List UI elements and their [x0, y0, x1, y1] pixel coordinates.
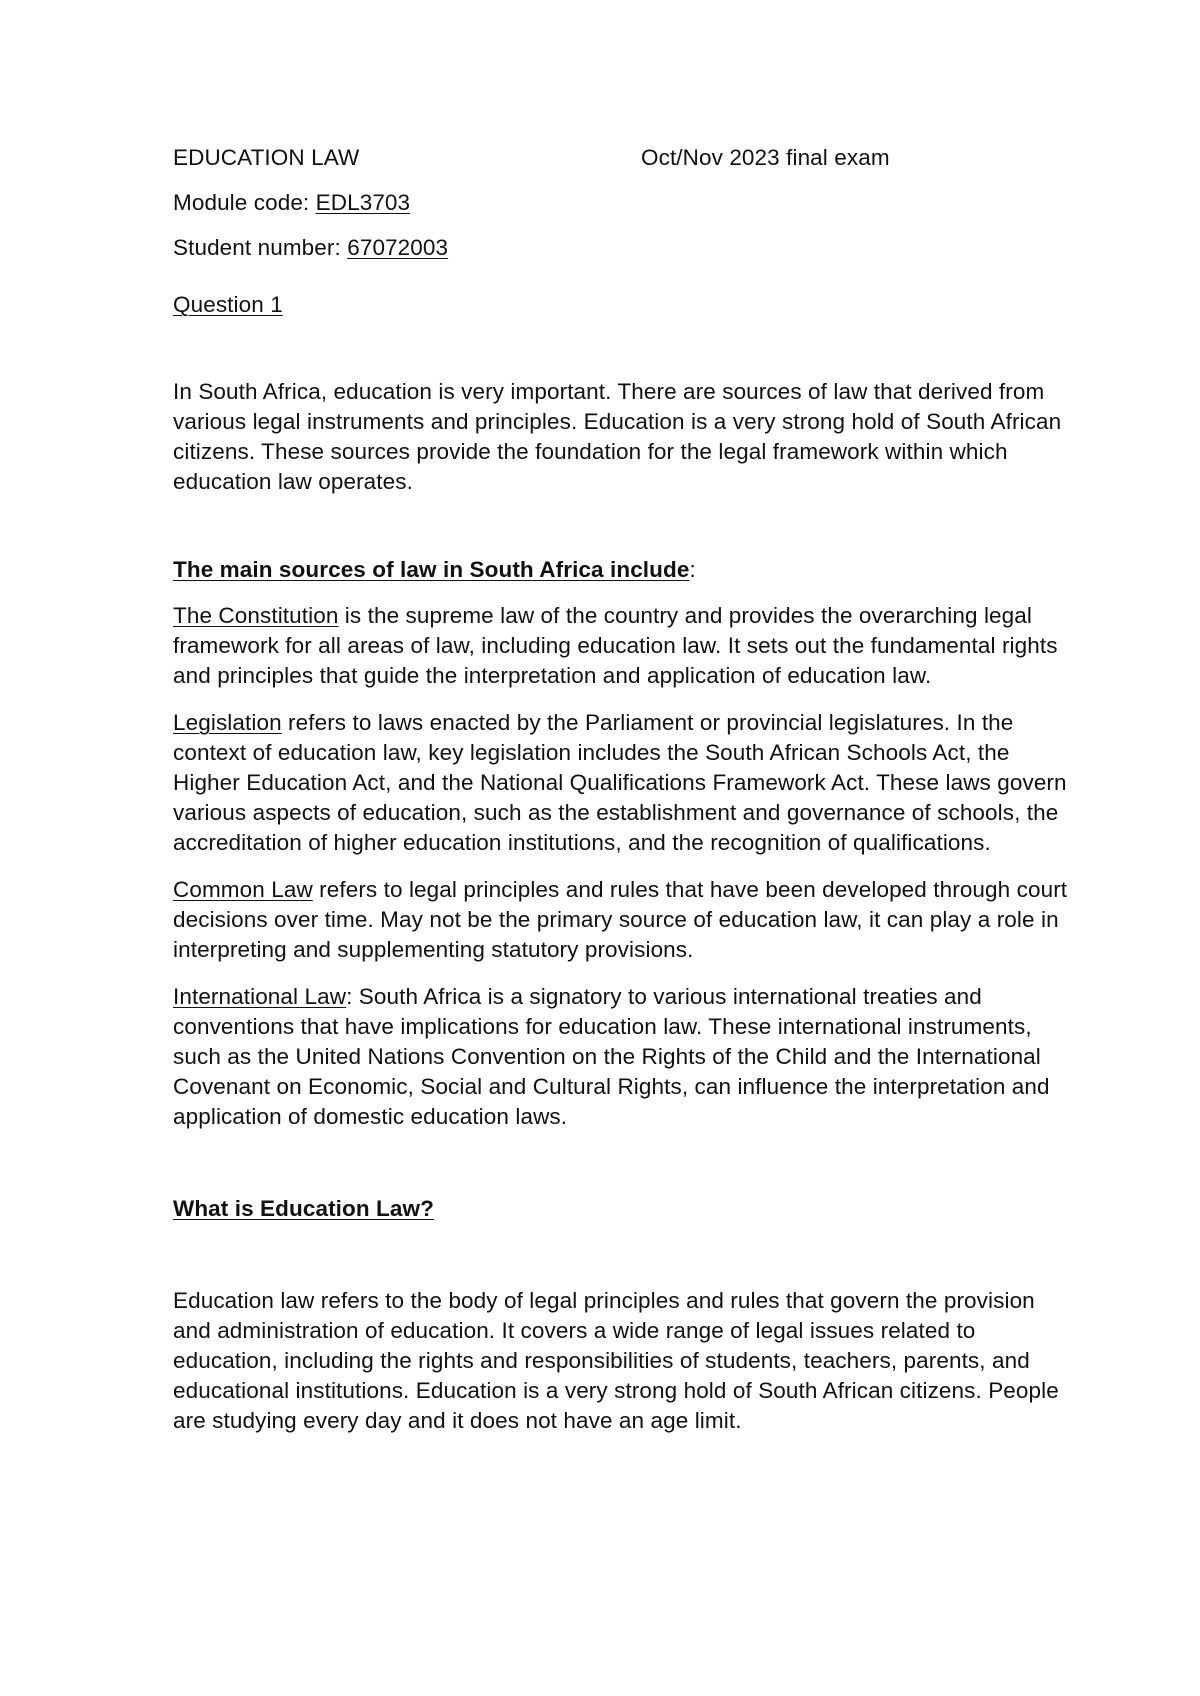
- education-law-heading-text: What is Education Law?: [173, 1196, 434, 1221]
- source-term: Common Law: [173, 877, 313, 902]
- source-term: The Constitution: [173, 603, 339, 628]
- exam-label: Oct/Nov 2023 final exam: [641, 145, 890, 170]
- source-item-legislation: [173, 708, 1073, 858]
- sources-heading-text: The main sources of law in South Africa include: [173, 557, 690, 582]
- module-code-line: [173, 188, 1073, 218]
- document-content: [173, 143, 1073, 1436]
- sources-heading: [173, 555, 1073, 585]
- source-body: is the supreme law of the country and provides the overarching legal framework for all areas of law, including education law. It sets out the fundamental rights and principles that guide the interpretation and application of education law.: [173, 603, 1058, 688]
- student-number-line: [173, 233, 1073, 263]
- question-title: [173, 290, 1073, 320]
- source-body: : South Africa is a signatory to various international treaties and conventions that have implications for education law. These international instruments, such as the United Nations Convention on the Rights of the Child and the International Covenant on Economic, Social and Cultural Rights, can influence the interpretation and application of domestic education laws.: [173, 984, 1050, 1129]
- education-law-heading: [173, 1194, 1073, 1224]
- source-body: refers to legal principles and rules that have been developed through court decisions over time. May not be the primary source of education law, it can play a role in interpreting and supplementing statutory provisions.: [173, 877, 1068, 962]
- source-body: refers to laws enacted by the Parliament or provincial legislatures. In the context of education law, key legislation includes the South African Schools Act, the Higher Education Act, and the National Qualifications Framework Act. These laws govern various aspects of education, such as the establishment and governance of schools, the accreditation of higher education institutions, and the recognition of qualifications.: [173, 710, 1067, 855]
- intro-paragraph: In South Africa, education is very important. There are sources of law that derived from various legal instruments and principles. Education is a very strong hold of South African citizens. These sources provide the foundation for the legal framework within which education law operates.: [173, 379, 1062, 494]
- student-number-value: 67072003: [347, 235, 449, 260]
- module-code-label: Module code:: [173, 190, 316, 215]
- source-item-common-law: [173, 875, 1073, 965]
- student-number-label: Student number:: [173, 235, 348, 260]
- course-title: EDUCATION LAW: [173, 145, 360, 170]
- question-title-text: Question 1: [173, 292, 283, 317]
- module-code-value: EDL3703: [315, 190, 411, 215]
- education-law-paragraph: Education law refers to the body of legal principles and rules that govern the provision and administration of education. It covers a wide range of legal issues related to education, including the rights and responsibilities of students, teachers, parents, and educational institutions. Education is a very strong hold of South African citizens. People are studying every day and it does not have an age limit.: [173, 1288, 1059, 1433]
- source-item-international-law: [173, 982, 1073, 1132]
- sources-heading-suffix: :: [689, 557, 696, 582]
- source-term: International Law: [173, 984, 347, 1009]
- header-row: [173, 143, 1073, 173]
- source-term: Legislation: [173, 710, 282, 735]
- source-item-constitution: [173, 601, 1073, 691]
